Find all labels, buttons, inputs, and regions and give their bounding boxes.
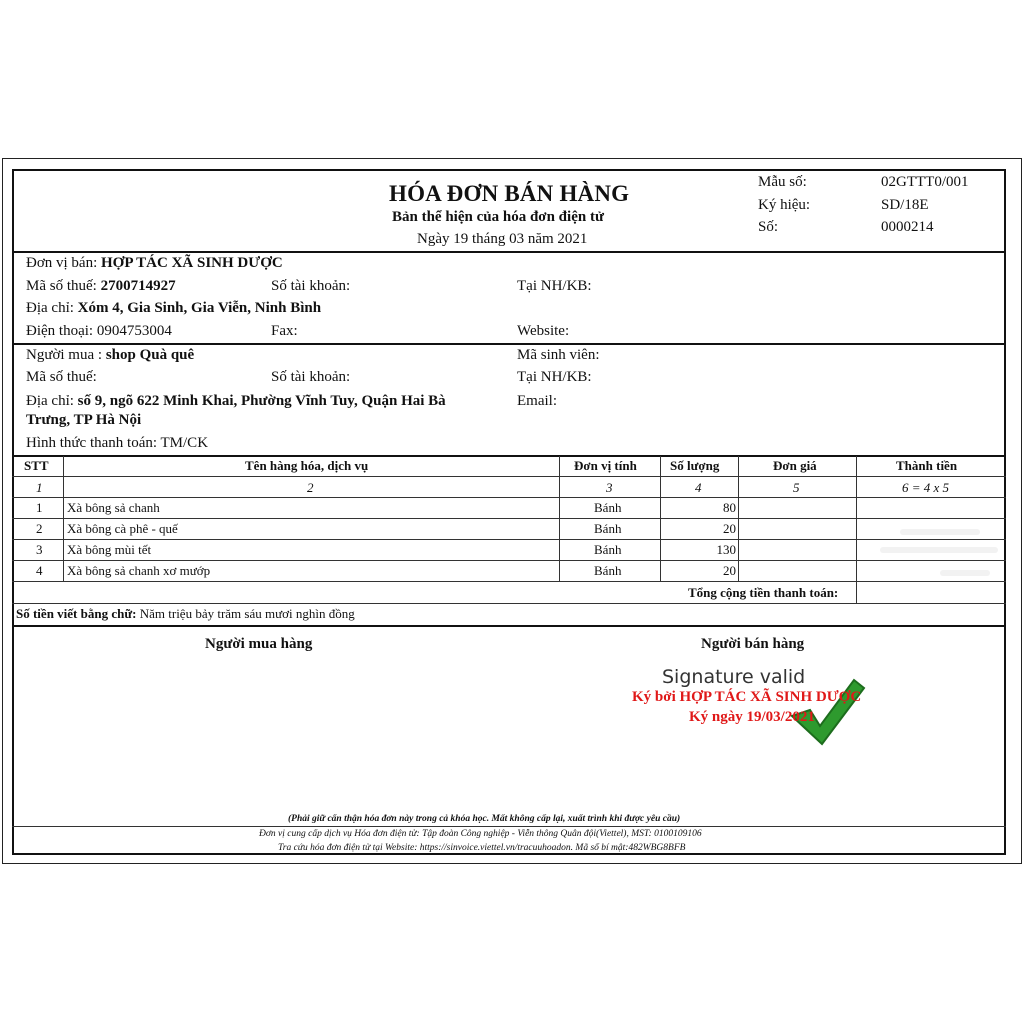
header-divider (12, 251, 1006, 253)
redacted-amount (940, 570, 990, 576)
col-header-qty: Số lượng (670, 458, 720, 473)
footer-provider: Đơn vị cung cấp dịch vụ Hóa đơn điện tử: Tập đoàn Công nghiệp - Viễn thông Quân đội(Viettel), MST: 0100109106 (259, 829, 702, 839)
seller-phone (26, 324, 172, 339)
col-header-stt: STT (24, 458, 49, 473)
row-name: Xà bông mùi tết (67, 542, 152, 557)
signature-valid-text: Signature valid (662, 666, 806, 688)
amount-in-words-label: Số tiền viết bằng chữ: (16, 606, 137, 621)
buyer-label: Người mua : (26, 347, 103, 363)
buyer-address (26, 394, 446, 409)
buyer-value: shop Quà quê (105, 347, 195, 363)
index-4: 4 (695, 480, 702, 495)
row-qty: 130 (716, 542, 736, 557)
invoice-subtitle: Bản thể hiện của hóa đơn điện tử (392, 209, 604, 225)
serial-label: Ký hiệu: (758, 197, 811, 213)
footer-lookup: Tra cứu hóa đơn điện tử tại Website: https://sinvoice.viettel.vn/tracuuhoadon. Mã số bí mật:482WBG8BFB (278, 843, 686, 853)
buyer-student-label: Mã sinh viên: (517, 347, 600, 363)
words-divider (12, 625, 1006, 627)
col-header-price: Đơn giá (773, 458, 817, 473)
total-label: Tổng cộng tiền thanh toán: (688, 585, 839, 600)
seller-tax (26, 279, 176, 294)
amount-in-words (16, 607, 355, 620)
index-6: 6 = 4 x 5 (902, 480, 950, 495)
row-name: Xà bông sả chanh (67, 500, 160, 515)
amount-in-words-value: Năm triệu bảy trăm sáu mươi nghìn đồng (139, 606, 355, 621)
signed-date-text: Ký ngày 19/03/2021 (689, 709, 815, 725)
col-header-amount: Thành tiền (896, 458, 958, 473)
row-unit: Bánh (594, 521, 622, 536)
seller-unit-label: Đơn vị bán: (26, 255, 98, 271)
col-header-unit: Đơn vị tính (574, 458, 637, 473)
buyer-payment-value: TM/CK (160, 435, 209, 451)
seller-tax-label: Mã số thuế: (26, 278, 97, 294)
buyer-account-label: Số tài khoản: (271, 369, 351, 385)
buyer-address-line1: số 9, ngõ 622 Minh Khai, Phường Vĩnh Tuy, Quận Hai Bà (77, 393, 446, 409)
buyer-address-label: Địa chỉ: (26, 393, 74, 409)
signed-by-text: Ký bởi HỢP TÁC XÃ SINH DƯỢC (632, 689, 862, 705)
template-no-value: 02GTTT0/001 (881, 174, 969, 190)
seller-fax-label: Fax: (271, 323, 298, 339)
invoice-date: Ngày 19 tháng 03 năm 2021 (417, 231, 588, 247)
row-stt: 1 (36, 500, 43, 515)
row-unit: Bánh (594, 542, 622, 557)
index-3: 3 (606, 480, 613, 495)
row-unit: Bánh (594, 563, 622, 578)
seller-address (26, 301, 321, 316)
buyer-name (26, 348, 194, 363)
redacted-amount (880, 547, 998, 553)
row-qty: 20 (723, 563, 736, 578)
index-1: 1 (36, 480, 43, 495)
buyer-email-label: Email: (517, 393, 557, 409)
buyer-signature-title: Người mua hàng (205, 636, 313, 652)
seller-address-label: Địa chỉ: (26, 300, 74, 316)
seller-signature-title: Người bán hàng (701, 636, 805, 652)
row-name: Xà bông sả chanh xơ mướp (67, 563, 211, 578)
col-header-name: Tên hàng hóa, dịch vụ (245, 458, 369, 473)
buyer-tax-label: Mã số thuế: (26, 369, 97, 385)
buyer-payment-label: Hình thức thanh toán: (26, 435, 158, 451)
row-qty: 80 (723, 500, 736, 515)
row-stt: 3 (36, 542, 43, 557)
row-qty: 20 (723, 521, 736, 536)
seller-divider (12, 343, 1006, 345)
seller-address-value: Xóm 4, Gia Sinh, Gia Viễn, Ninh Bình (77, 300, 322, 316)
footer-divider (12, 826, 1006, 827)
footer-notice: (Phải giữ cẩn thận hóa đơn này trong cả khóa học. Mất không cấp lại, xuất trình khi được yêu cầu) (288, 814, 681, 824)
row-unit: Bánh (594, 500, 622, 515)
redacted-amount (900, 529, 980, 535)
row-name: Xà bông cà phê - quế (67, 521, 178, 536)
buyer-bank-label: Tại NH/KB: (517, 369, 592, 385)
row-stt: 2 (36, 521, 43, 536)
seller-tax-value: 2700714927 (100, 278, 176, 294)
seller-account-label: Số tài khoản: (271, 278, 351, 294)
index-5: 5 (793, 480, 800, 495)
serial-value: SD/18E (881, 197, 929, 213)
buyer-address-line2: Trưng, TP Hà Nội (26, 412, 142, 428)
number-label: Số: (758, 219, 779, 235)
seller-block (26, 256, 283, 271)
invoice-title: HÓA ĐƠN BÁN HÀNG (389, 181, 630, 206)
seller-phone-value: 0904753004 (96, 323, 172, 339)
seller-bank-label: Tại NH/KB: (517, 278, 592, 294)
row-stt: 4 (36, 563, 43, 578)
template-no-label: Mẫu số: (758, 174, 807, 190)
buyer-payment (26, 436, 208, 451)
index-2: 2 (307, 480, 314, 495)
seller-website-label: Website: (517, 323, 570, 339)
number-value: 0000214 (881, 219, 934, 235)
seller-unit-value: HỢP TÁC XÃ SINH DƯỢC (101, 255, 283, 271)
seller-phone-label: Điện thoại: (26, 323, 94, 339)
